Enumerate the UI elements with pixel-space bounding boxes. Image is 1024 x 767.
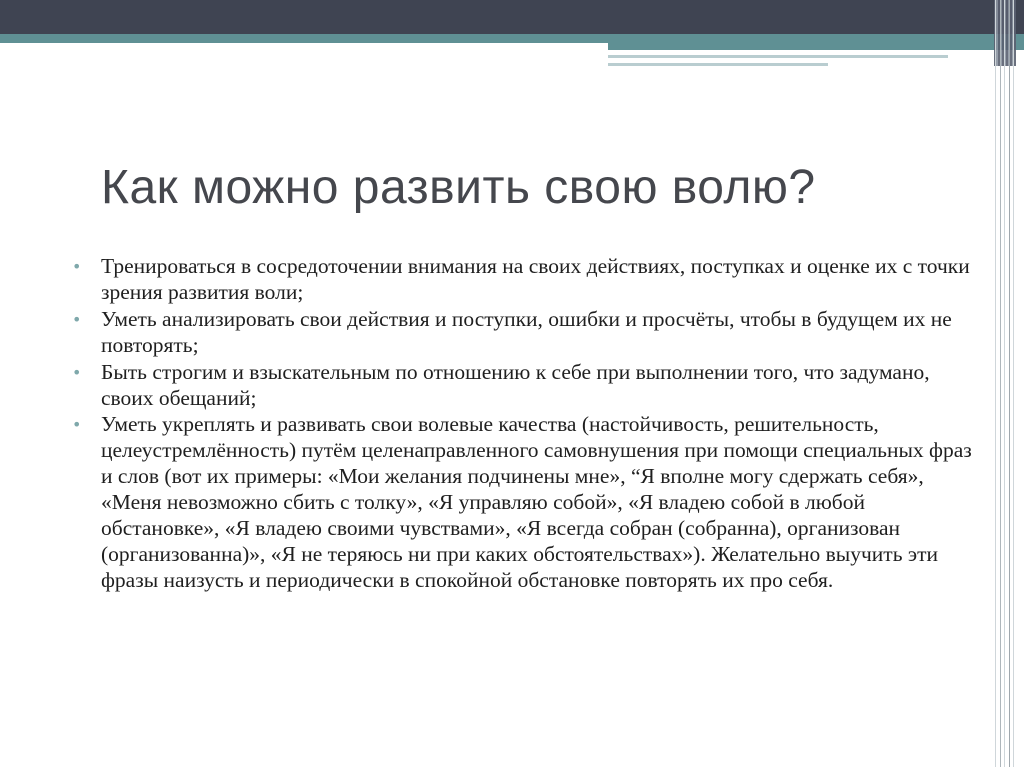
- edge-line: [1009, 0, 1010, 767]
- bullet-text: Быть строгим и взыскательным по отношению к себе при выполнении того, что задумано, своих обещаний;: [101, 359, 930, 410]
- bullet-list: [72, 254, 981, 595]
- header-accent-tab: [608, 43, 1024, 50]
- bullet-item: [72, 359, 981, 412]
- edge-line: [1013, 0, 1014, 767]
- bullet-item: [72, 254, 981, 306]
- bullet-icon: •: [72, 362, 82, 382]
- bullet-text: Тренироваться в сосредоточении внимания на своих действиях, поступках и оценке их с точки зрения развития воли;: [101, 254, 970, 304]
- edge-line: [1004, 0, 1005, 767]
- header-accent-line: [608, 55, 948, 58]
- edge-line: [1000, 0, 1001, 767]
- header-accent-line: [608, 63, 828, 66]
- bullet-item: [72, 306, 981, 359]
- bullet-icon: •: [72, 257, 82, 276]
- slide-title: Как можно развить свою волю?: [101, 161, 816, 214]
- header-accent-band: [0, 34, 1024, 43]
- bullet-text: Уметь анализировать свои действия и поступки, ошибки и просчёты, чтобы в будущем их не повторять;: [101, 306, 952, 357]
- edge-line: [995, 0, 996, 767]
- bullet-text: Уметь укреплять и развивать свои волевые качества (настойчивость, решительность, целеустремлённость) путём целенаправленного самовнушения при помощи специальных фраз и слов (вот их примеры: «Мои желания подчинены мне», “Я вполне могу сдержать себя», «Меня невозможно сбить с толку», «Я управляю собой», «Я владею собой в любой обстановке», «Я владею своими чувствами», «Я всегда собран (собранна), организован (организованна)», «Я не теряюсь ни при каких обстоятельствах»). Желательно выучить эти фразы наизусть и периодически в спокойной обстановке повторять их про себя.: [101, 412, 972, 592]
- header-band: [0, 0, 1024, 34]
- bullet-icon: •: [72, 309, 82, 329]
- bullet-item: [72, 412, 981, 593]
- bullet-icon: •: [72, 415, 82, 435]
